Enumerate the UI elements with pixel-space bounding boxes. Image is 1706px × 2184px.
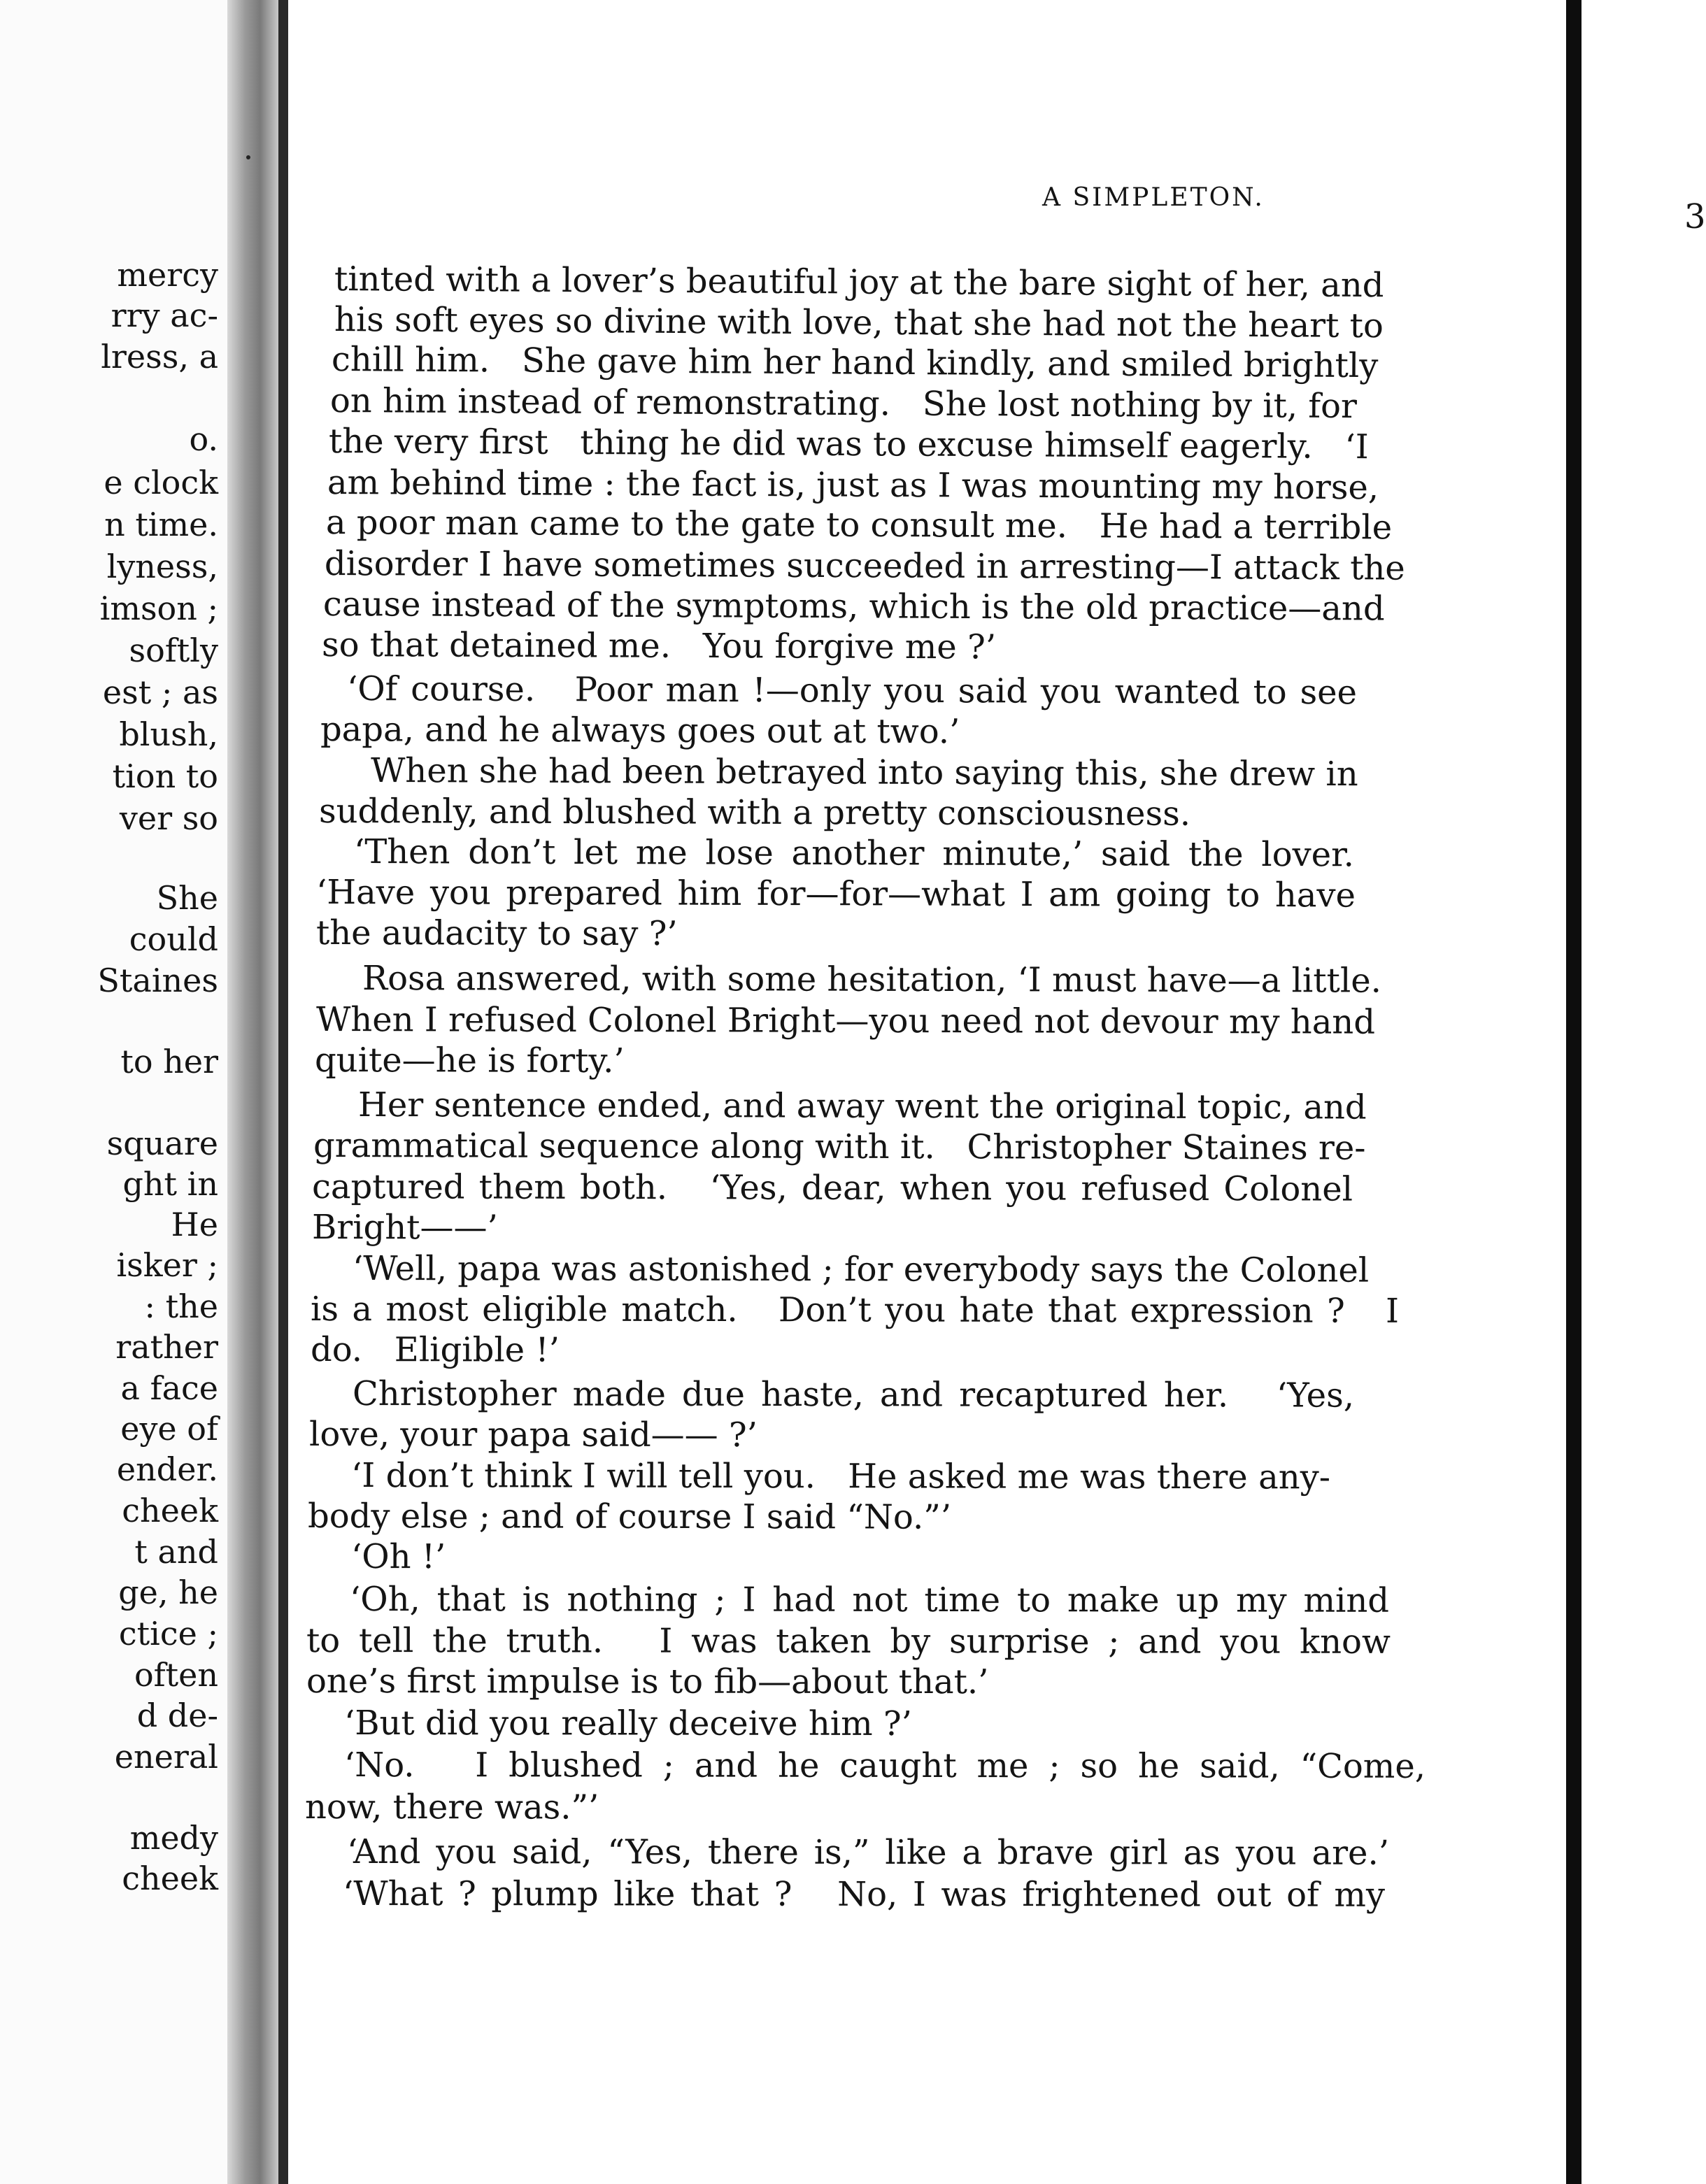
body-text-line: ‘And you said, “Yes, there is,” like a brave girl as you are.’ [346,1832,1390,1873]
left-page-line: a face [120,1369,218,1407]
left-page-line: t and [134,1533,218,1571]
left-page-line: medy [129,1819,218,1857]
body-text-line: disorder I have sometimes succeeded in arresting—I attack the [324,544,1405,588]
body-text-line: ‘I don’t think I will tell you. He asked me was there any- [350,1456,1331,1497]
body-text-line: ‘Of course. Poor man !—only you said you wanted to see [346,669,1358,713]
left-page-line: eye of [120,1410,218,1448]
right-page [288,0,1706,2184]
body-text-line: do. Eligible !’ [310,1330,560,1370]
body-text-line: love, your papa said—— ?’ [308,1415,758,1455]
body-text-line: ‘No. I blushed ; and he caught me ; so he said, “Come, [343,1746,1426,1786]
body-text-line: chill him. She gave him her hand kindly, and smiled brightly [331,340,1379,386]
left-page-line: : the [144,1287,218,1325]
left-page-line: isker ; [116,1246,218,1284]
body-text-line: now, there was.”’ [304,1787,599,1827]
body-text-line: papa, and he always goes out at two.’ [320,710,960,752]
body-text-line: Christopher made due haste, and recaptured her. ‘Yes, [352,1374,1355,1415]
left-page-line: often [134,1656,218,1694]
left-page-line: est ; as [102,673,218,711]
left-page-line: ge, he [118,1573,218,1611]
left-page-line: cheek [122,1860,218,1897]
body-text-line: one’s first impulse is to fib—about that.’ [306,1662,989,1702]
left-page-line: lyness, [106,548,218,585]
left-page [0,0,231,2184]
left-page-line: e clock [104,464,218,501]
gutter-dot [246,155,250,159]
body-text-line: ‘Have you prepared him for—for—what I am going to have [315,873,1356,915]
body-text-line: ‘Then don’t let me lose another minute,’ said the lover. [353,832,1355,875]
scan-right-border [1566,0,1581,2184]
body-text-line: a poor man came to the gate to consult me. He had a terrible [325,503,1393,548]
body-text-line: is a most eligible match. Don’t you hate that expression ? I [310,1290,1400,1331]
body-text-line: ‘Oh, that is nothing ; I had not time to make up my mind [349,1580,1390,1620]
left-page-line: lress, a [101,338,218,376]
body-text-line: When she had been betrayed into saying this, she drew in [370,751,1358,794]
body-text-line: When I refused Colonel Bright—you need not devour my hand [315,1000,1376,1042]
left-page-line: eneral [114,1738,218,1776]
body-text-line: tinted with a lover’s beautiful joy at the bare sight of her, and [334,259,1384,306]
left-page-line: ver so [119,799,218,837]
page-number: 3 [1684,197,1706,236]
left-page-line: blush, [119,715,218,753]
body-text-line: ‘Well, papa was astonished ; for everybody says the Colonel [352,1249,1370,1290]
body-text-line: suddenly, and blushed with a pretty consciousness. [318,792,1191,834]
left-page-line: to her [120,1043,218,1080]
left-page-line: ctice ; [118,1615,218,1653]
left-page-line: n time. [104,506,218,543]
left-page-line: softly [129,631,218,669]
left-page-line: He [171,1206,218,1243]
running-head: A SIMPLETON. [1042,183,1265,212]
body-text-line: the very first thing he did was to excuse himself eagerly. ‘I [328,422,1369,467]
body-text-line: cause instead of the symptoms, which is the old practice—and [322,585,1385,629]
body-text-line: Bright——’ [311,1208,498,1248]
left-page-line: rather [115,1328,218,1366]
left-page-line: ender. [116,1450,218,1488]
left-page-line: could [129,920,218,958]
left-page-line: Staines [97,962,218,999]
left-page-line: She [156,879,218,917]
gutter-edge [278,0,288,2184]
left-page-line: d de- [136,1697,218,1734]
left-page-line: rry ac- [111,297,218,334]
left-page-line: ght in [122,1165,218,1203]
left-page-line: o. [189,420,218,458]
body-text-line: ‘But did you really deceive him ?’ [343,1704,912,1743]
body-text-line: am behind time : the fact is, just as I was mounting my horse, [327,463,1379,508]
body-text-line: quite—he is forty.’ [314,1041,625,1081]
body-text-line: body else ; and of course I said “No.”’ [307,1497,952,1537]
body-text-line: on him instead of remonstrating. She lost nothing by it, for [329,381,1358,427]
left-page-line: square [106,1125,218,1162]
body-text-line: to tell the truth. I was taken by surprise ; and you know [306,1621,1391,1662]
body-text-line: Her sentence ended, and away went the original topic, and [357,1085,1367,1127]
left-page-line: tion to [112,757,218,795]
body-text-line: so that detained me. You forgive me ?’ [321,625,997,667]
left-page-line: cheek [122,1492,218,1529]
body-text-line: Rosa answered, with some hesitation, ‘I must have—a little. [362,959,1381,1001]
body-text-line: the audacity to say ?’ [315,913,678,954]
body-text-line: ‘What ? plump like that ? No, I was frightened out of my [342,1874,1386,1915]
body-text-line: his soft eyes so divine with love, that she had not the heart to [334,300,1384,346]
left-page-line: mercy [117,256,218,294]
left-page-line: imson ; [99,590,218,627]
body-text-line: ‘Oh !’ [350,1537,446,1577]
body-text-line: captured them both. ‘Yes, dear, when you refused Colonel [311,1167,1353,1209]
body-text-line: grammatical sequence along with it. Christopher Staines re- [313,1126,1366,1168]
